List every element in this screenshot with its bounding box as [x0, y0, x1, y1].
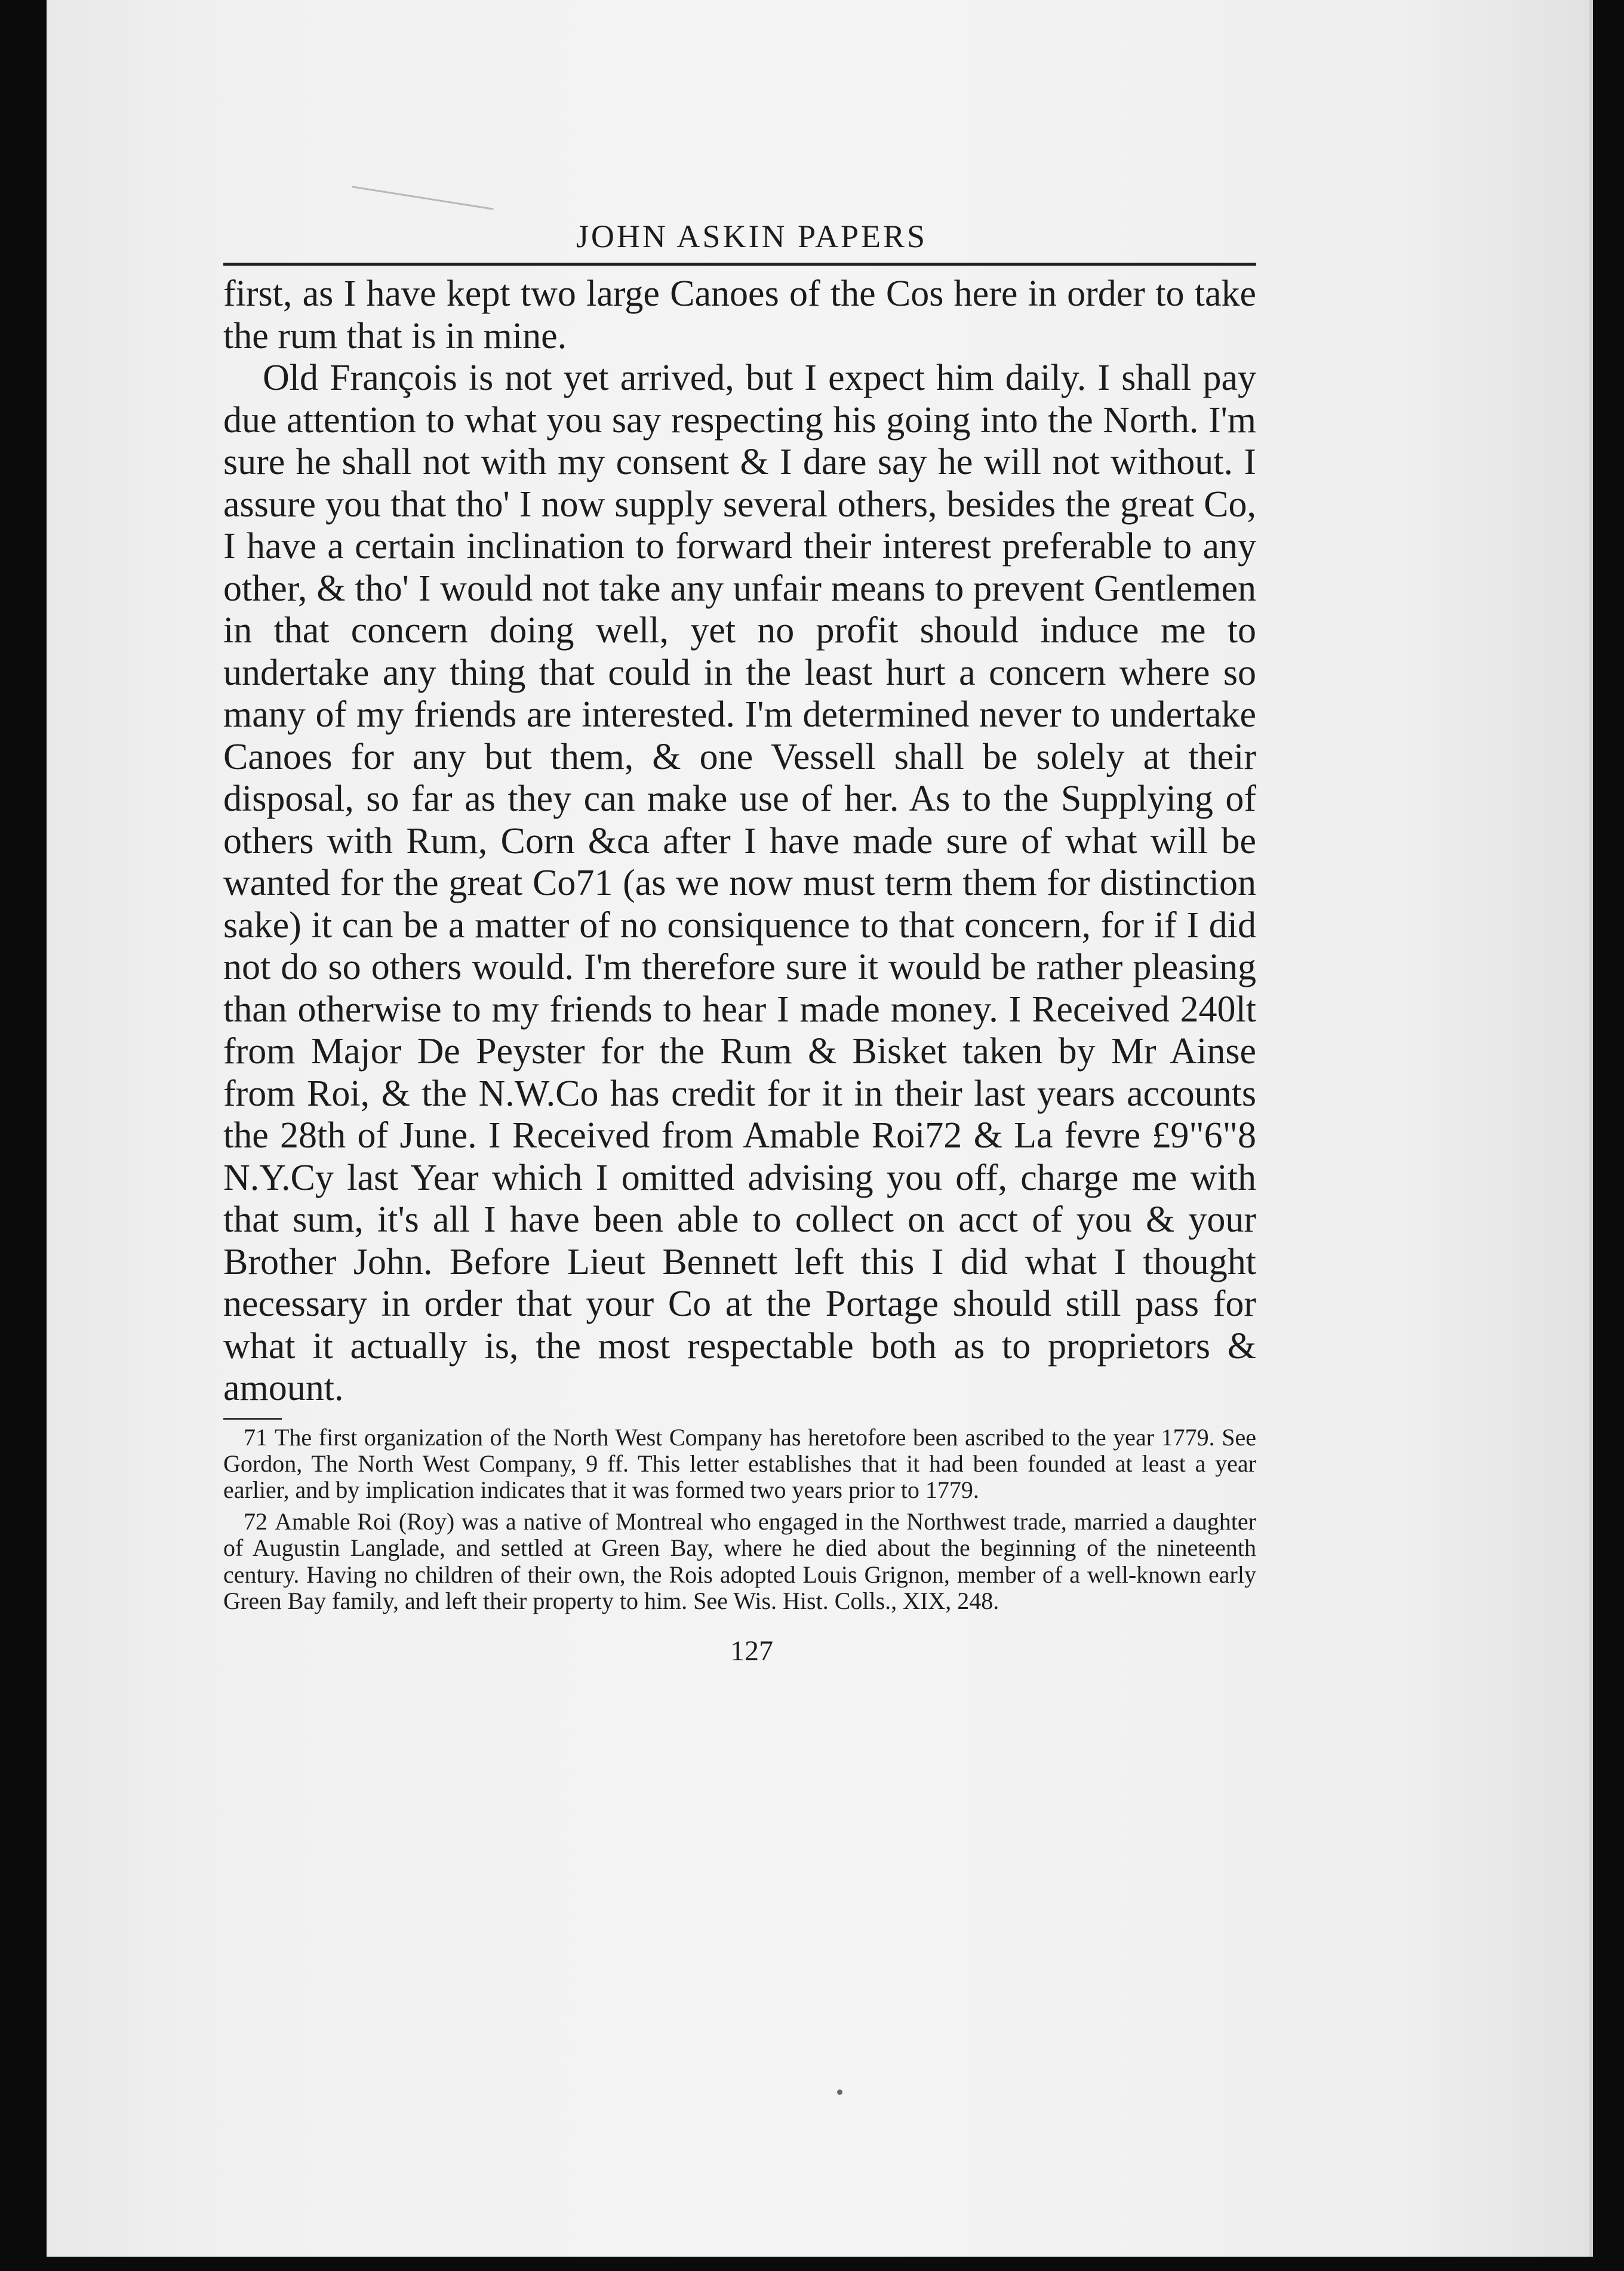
paragraph-2: Old François is not yet arrived, but I expect him daily. I shall pay due attention to what you say respecting his going into the North. I'm sure he shall not with my consent & I dare say he will not without. I assure you that tho' I now supply several others, besides the great Co, I have a certain inclination to forward their interest preferable to any other, & tho' I would not take any unfair means to prevent Gentlemen in that concern doing well, yet no profit should induce me to undertake any thing that could in the least hurt a concern where so many of my friends are interested. I'm determined never to undertake Canoes for any but them, & one Vessell shall be solely at their disposal, so far as they can make use of her. As to the Supplying of others with Rum, Corn &ca after I have made sure of what will be wanted for the great Co71 (as we now must term them for distinction sake) it can be a matter of no consiquence to that concern, for if I did not do so others would. I'm therefore sure it would be rather pleasing than otherwise to my friends to hear I made money. I Received 240lt from Major De Peyster for the Rum & Bisket taken by Mr Ainse from Roi, & the N.W.Co has credit for it in their last years accounts the 28th of June. I Received from Amable Roi72 & La fevre £9"6"8 N.Y.Cy last Year which I omitted advising you off, charge me with that sum, it's all I have been able to collect on acct of you & your Brother John. Before Lieut Bennett left this I did what I thought necessary in order that your Co at the Portage should still pass for what it actually is, the most respectable both as to proprietors & amount. [223, 358, 1256, 1408]
footnote-text: The first organization of the North West Company has heretofore been ascribed to the year 1779. See Gordon, The North West Company, 9 ff. This letter establishes that it had been founded at least a year earlier, and by implication indicates that it was formed two years prior to 1779. [223, 1423, 1256, 1504]
footnote-rule [223, 1418, 282, 1420]
footnote-text: Amable Roi (Roy) was a native of Montreal who engaged in the Northwest trade, married a daughter of Augustin Langlade, and settled at Green Bay, where he died about the beginning of the nineteenth century. Having no children of their own, the Rois adopted Louis Grignon, member of a well-known early Green Bay family, and left their property to him. See Wis. Hist. Colls., XIX, 248. [223, 1507, 1256, 1614]
paper-speck [837, 2090, 842, 2095]
paper-sheet [47, 0, 1593, 2257]
footnote-71 [223, 1424, 1256, 1504]
footnote-number: 71 [244, 1423, 267, 1451]
page-content [223, 215, 1256, 1667]
letter-body [223, 273, 1256, 1410]
pencil-mark [352, 186, 494, 210]
paragraph-1: first, as I have kept two large Canoes of the Cos here in order to take the rum that is in mine. [223, 273, 1256, 356]
header-rule [223, 263, 1256, 266]
running-head: JOHN ASKIN PAPERS [576, 219, 928, 254]
footnote-number: 72 [244, 1507, 267, 1535]
footnotes [223, 1424, 1256, 1615]
footnote-72 [223, 1509, 1256, 1615]
page-number: 127 [730, 1635, 773, 1667]
